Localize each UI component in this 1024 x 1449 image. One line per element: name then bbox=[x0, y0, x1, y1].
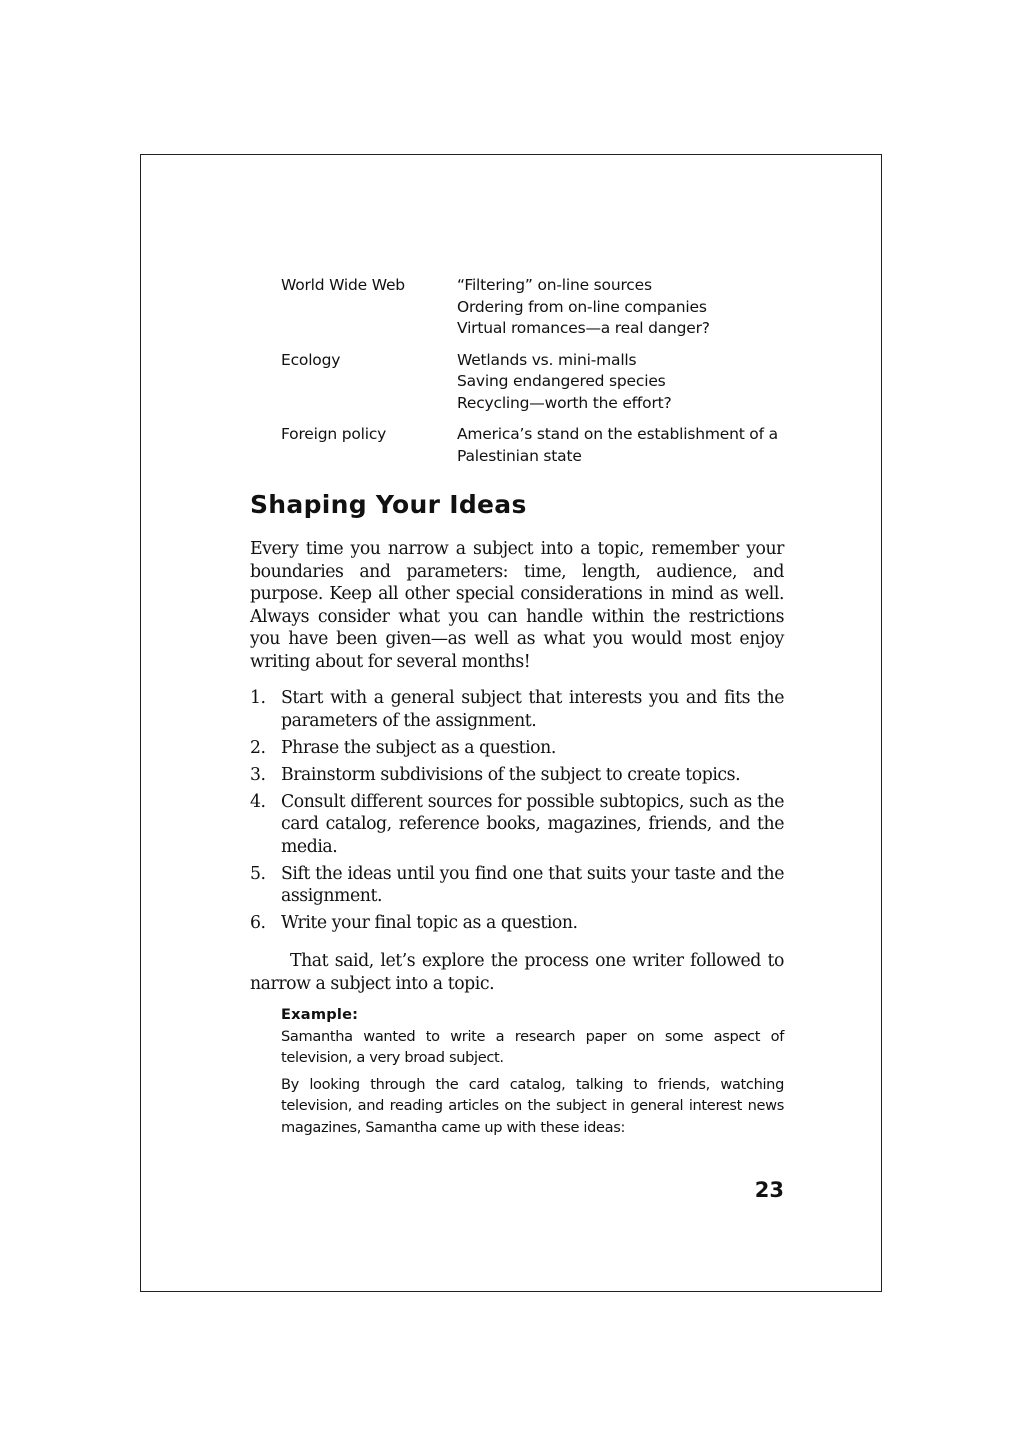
topic-subject: World Wide Web bbox=[281, 276, 405, 294]
list-item-text: Write your final topic as a question. bbox=[281, 913, 578, 933]
list-item-text: Sift the ideas until you find one that suits your taste and the assignment. bbox=[281, 863, 784, 906]
list-item bbox=[250, 912, 784, 935]
list-item-text: Start with a general subject that interests you and fits the parameters of the assignment. bbox=[281, 688, 784, 731]
list-item-number: 4. bbox=[250, 791, 266, 812]
list-item-text: Brainstorm subdivisions of the subject to create topics. bbox=[281, 764, 741, 785]
topic-item: Recycling—worth the effort? bbox=[457, 393, 672, 412]
list-item bbox=[250, 737, 784, 760]
section-heading: Shaping Your Ideas bbox=[250, 490, 527, 519]
topic-item: Palestinian state bbox=[457, 446, 582, 465]
closing-paragraph: That said, let’s explore the process one writer followed to narrow a subject into a topic. bbox=[250, 951, 784, 994]
list-item-number: 1. bbox=[250, 688, 266, 708]
topic-item: America’s stand on the establishment of a bbox=[457, 425, 778, 443]
steps-list bbox=[250, 687, 784, 939]
topic-list bbox=[457, 424, 801, 467]
list-item-text: Consult different sources for possible subtopics, such as the card catalog, reference books, magazines, friends, and the media. bbox=[281, 791, 784, 857]
topic-list bbox=[457, 350, 801, 415]
list-item-text: Phrase the subject as a question. bbox=[281, 737, 556, 758]
topic-item: Ordering from on-line companies bbox=[457, 297, 707, 316]
topic-item: Saving endangered species bbox=[457, 372, 666, 390]
list-item bbox=[250, 863, 784, 908]
list-item-number: 5. bbox=[250, 863, 266, 884]
list-item bbox=[250, 791, 784, 859]
example-paragraph: By looking through the card catalog, talking to friends, watching television, and reading articles on the subject in general interest news magazines, Samantha came up with these ideas: bbox=[281, 1075, 784, 1136]
example-label: Example: bbox=[281, 1006, 359, 1023]
topic-subject: Foreign policy bbox=[281, 425, 387, 443]
topic-item: “Filtering” on-line sources bbox=[457, 276, 652, 294]
topic-list bbox=[457, 275, 801, 340]
example-block bbox=[281, 1004, 784, 1143]
intro-paragraph: Every time you narrow a subject into a topic, remember your boundaries and parameters: time, length, audience, and purpose. Keep all other special considerations in mind as well. Always consider what you can handle within the restrictions you have been given—as well as what you would most enjoy writing about for several months! bbox=[250, 539, 784, 672]
topic-row bbox=[281, 424, 801, 467]
list-item-number: 2. bbox=[250, 737, 266, 758]
topic-row bbox=[281, 275, 801, 340]
list-item bbox=[250, 764, 784, 787]
topic-subject: Ecology bbox=[281, 350, 341, 369]
topic-item: Wetlands vs. mini-malls bbox=[457, 350, 637, 369]
list-item-number: 3. bbox=[250, 764, 266, 785]
page-number: 23 bbox=[754, 1178, 784, 1202]
topic-table bbox=[281, 275, 801, 477]
topic-item: Virtual romances—a real danger? bbox=[457, 319, 710, 337]
list-item-number: 6. bbox=[250, 913, 266, 933]
topic-row bbox=[281, 350, 801, 415]
list-item bbox=[250, 687, 784, 732]
example-paragraph: Samantha wanted to write a research paper on some aspect of television, a very broad subject. bbox=[281, 1027, 784, 1066]
